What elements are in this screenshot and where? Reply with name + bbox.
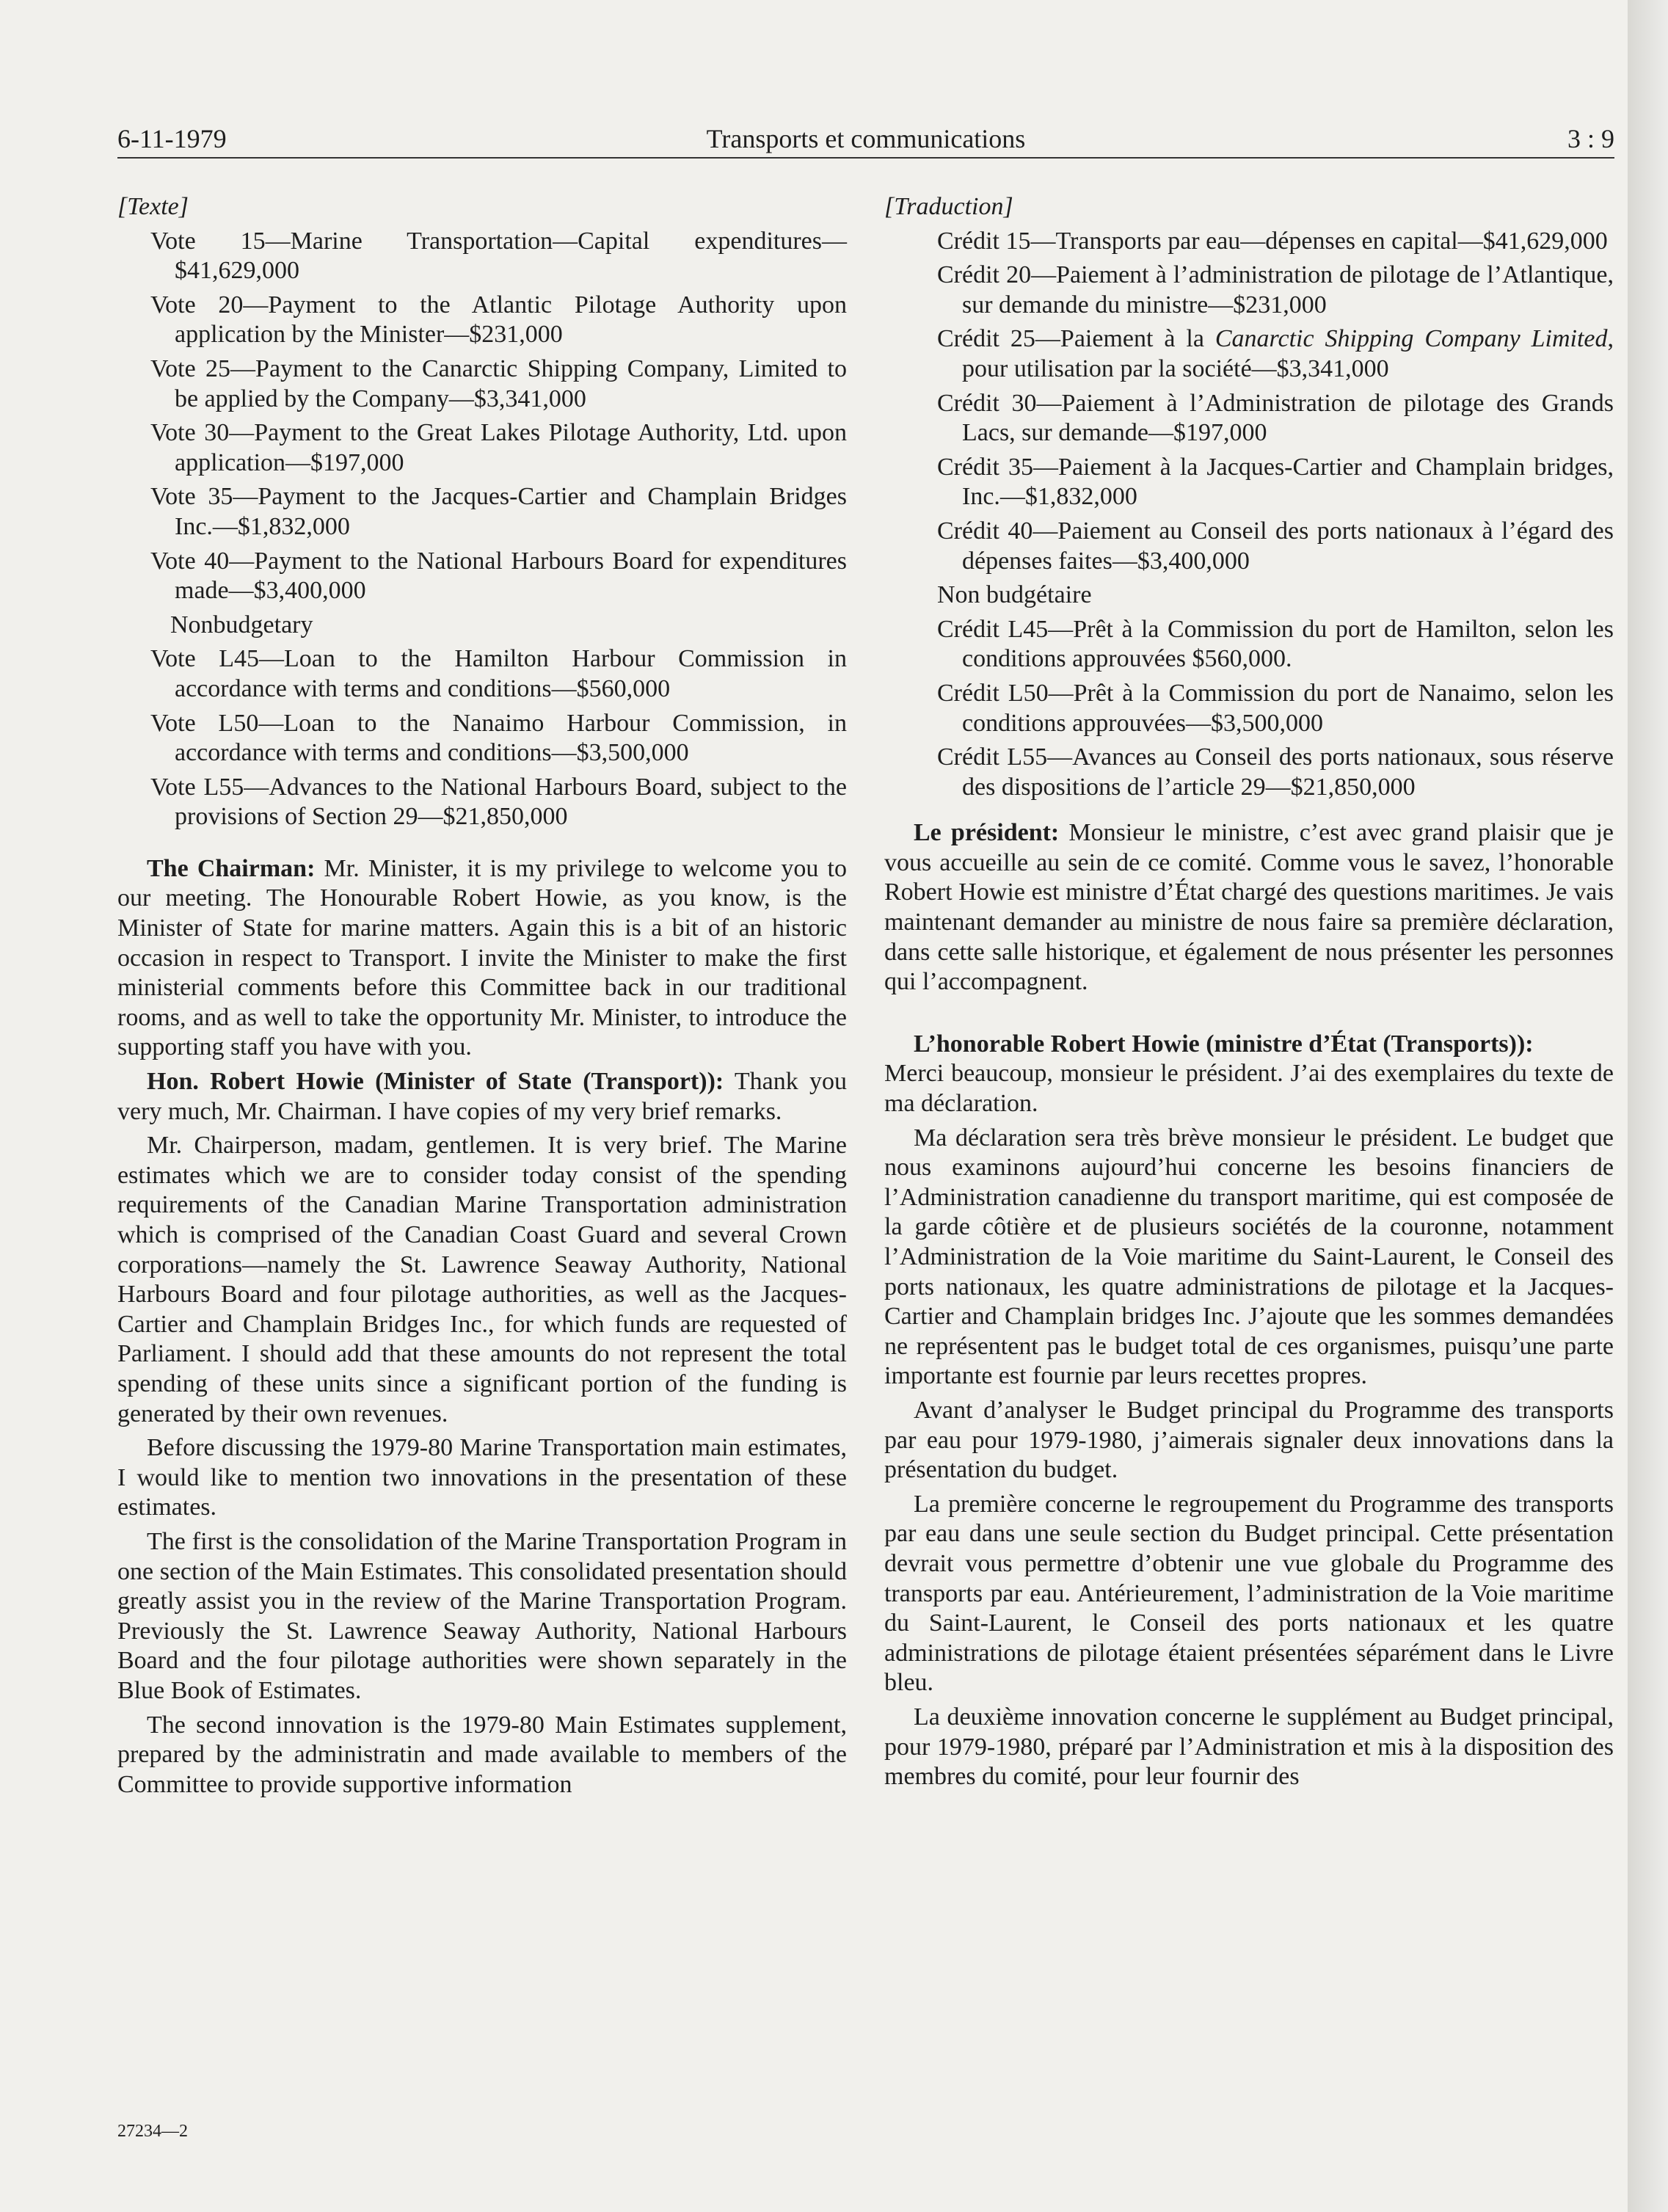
french-column <box>884 192 1614 1797</box>
chairman-speaker: The Chairman: <box>147 854 316 882</box>
loan-item: Crédit L55—Avances au Conseil des ports nationaux, sous réserve des dispositions de l’article 29—$21,850,000 <box>937 743 1614 801</box>
vote-item: Vote 30—Payment to the Great Lakes Pilotage Authority, Ltd. upon application—$197,000 <box>150 419 847 476</box>
header-rule <box>117 157 1614 159</box>
loan-item: Crédit L50—Prêt à la Commission du port de Nanaimo, selon les conditions approuvées—$3,500,000 <box>937 679 1614 737</box>
page-edge <box>1628 0 1668 2212</box>
credit-item: Crédit 35—Paiement à la Jacques-Cartier and Champlain bridges, Inc.—$1,832,000 <box>937 453 1614 511</box>
credit-item <box>884 324 1614 384</box>
nonbudgetary-heading: Non budgétaire <box>937 581 1092 609</box>
howie-speaker: L’honorable Robert Howie (ministre d’État (Transports)): <box>914 1030 1534 1058</box>
chairman-text: Mr. Minister, it is my privilege to welcome you to our meeting. The Honourable Robert Howie, as you know, is the Minister of State for marine matters. Again this is a bit of an historic occasion in respect to Transport. I invite the Minister to make the first ministerial comments before this Committee back in our traditional rooms, and as well to take the opportunity Mr. Minister, to introduce the supporting staff you have with you. <box>117 854 847 1061</box>
footer-code: 27234—2 <box>117 2122 188 2141</box>
body-paragraph: Avant d’analyser le Budget principal du Programme des transports par eau pour 1979-1980, j’aimerais signaler deux innovations dans la présentation du budget. <box>884 1396 1614 1484</box>
body-paragraph: Before discussing the 1979-80 Marine Transportation main estimates, I would like to mention two innovations in the presentation of these estimates. <box>117 1434 847 1521</box>
company-name: Canarctic Shipping Company Limited <box>1214 325 1608 353</box>
body-paragraph: Ma déclaration sera très brève monsieur le président. Le budget que nous examinons aujourd’hui concerne les besoins financiers de l’Administration canadienne du transport maritime, qui est composée de la garde côtière et de plusieurs sociétés de la couronne, notamment l’Administration de la Voie maritime du Saint-Laurent, le Conseil des ports nationaux, les quatre administrations de pilotage et la Jacques-Cartier and Champlain bridges Inc. J’ajoute que les sommes demandées ne représentent pas le budget total de ces organismes, puisqu’une parte importante est fournie par leurs recettes propres. <box>884 1124 1614 1390</box>
body-paragraph: Mr. Chairperson, madam, gentlemen. It is very brief. The Marine estimates which we are to consider today consist of the spending requirements of the Canadian Marine Transportation administration which is comprised of the Canadian Coast Guard and several Crown corporations—namely the St. Lawrence Seaway Authority, National Harbours Board and four pilotage authorities, as well as the Jacques-Cartier and Champlain Bridges Inc., for which funds are requested of Parliament. I should add that these amounts do not represent the total spending of these units since a significant portion of the funding is generated by their own revenues. <box>117 1132 847 1427</box>
credit-item: Crédit 15—Transports par eau—dépenses en capital—$41,629,000 <box>937 227 1608 255</box>
vote-item: Vote 40—Payment to the National Harbours Board for expenditures made—$3,400,000 <box>150 547 847 605</box>
howie-text: Thank you very much, Mr. Chairman. I have copies of my very brief remarks. <box>117 1068 847 1125</box>
credit-text: , pour utilisation par la société—$3,341,000 <box>962 325 1614 382</box>
english-column <box>117 192 847 1804</box>
chairman-paragraph <box>117 854 847 1063</box>
body-paragraph: The first is the consolidation of the Marine Transportation Program in one section of the Main Estimates. This consolidated presentation should greatly assist you in the review of the Marine Transportation Program. Previously the St. Lawrence Seaway Authority, National Harbours Board and the four pilotage authorities were shown separately in the Blue Book of Estimates. <box>117 1527 847 1704</box>
translation-tag: [Traduction] <box>884 193 1013 220</box>
body-paragraph: La première concerne le regroupement du Programme des transports par eau dans une seule section du Budget principal. Cette présentation devrait vous permettre d’obtenir une vue globale du Programme des transports par eau. Antérieurement, l’administration de la Voie maritime du Saint-Laurent, le Conseil des ports nationaux et les quatre administrations de pilotage étaient présentées séparément dans le Livre bleu. <box>884 1490 1614 1697</box>
president-text: Monsieur le ministre, c’est avec grand plaisir que je vous accueille au sein de ce comité. Comme vous le savez, l’honorable Robert Howie est ministre d’État chargé des questions maritimes. Je vais maintenant demander au ministre de nous faire sa première déclaration, dans cette salle historique, et également de nous présenter les personnes qui l’accompagnent. <box>884 819 1614 996</box>
page-number: 3 : 9 <box>1567 124 1614 153</box>
howie-heading <box>884 1030 1614 1060</box>
vote-item: Vote 35—Payment to the Jacques-Cartier and Champlain Bridges Inc.—$1,832,000 <box>150 483 847 540</box>
howie-paragraph <box>117 1067 847 1127</box>
loan-item: Vote L45—Loan to the Hamilton Harbour Commission in accordance with terms and conditions—$560,000 <box>150 645 847 702</box>
text-tag: [Texte] <box>117 193 189 220</box>
credit-item: Crédit 40—Paiement au Conseil des ports nationaux à l’égard des dépenses faites—$3,400,000 <box>937 517 1614 575</box>
body-paragraph: La deuxième innovation concerne le supplément au Budget principal, pour 1979-1980, préparé par l’Administration et mis à la disposition des membres du comité, pour leur fournir des <box>884 1703 1614 1791</box>
howie-speaker: Hon. Robert Howie (Minister of State (Transport)): <box>147 1068 724 1096</box>
loan-item: Vote L50—Loan to the Nanaimo Harbour Commission, in accordance with terms and conditions—$3,500,000 <box>150 709 847 767</box>
page-header <box>117 123 1614 157</box>
loan-item: Crédit L45—Prêt à la Commission du port de Hamilton, selon les conditions approuvées $560,000. <box>937 615 1614 673</box>
vote-item: Vote 20—Payment to the Atlantic Pilotage Authority upon application by the Minister—$231,000 <box>150 291 847 349</box>
header-title: Transports et communications <box>706 124 1026 153</box>
nonbudgetary-heading: Nonbudgetary <box>170 611 313 639</box>
credit-item: Crédit 30—Paiement à l’Administration de pilotage des Grands Lacs, sur demande—$197,000 <box>937 389 1614 447</box>
howie-text: Merci beaucoup, monsieur le président. J’ai des exemplaires du texte de ma déclaration. <box>884 1060 1614 1118</box>
vote-item: Vote 25—Payment to the Canarctic Shipping Company, Limited to be applied by the Company—$3,341,000 <box>150 354 847 412</box>
loan-item: Vote L55—Advances to the National Harbours Board, subject to the provisions of Section 29—$21,850,000 <box>150 773 847 831</box>
header-date: 6-11-1979 <box>117 124 227 153</box>
body-paragraph: The second innovation is the 1979-80 Main Estimates supplement, prepared by the administratin and made available to members of the Committee to provide supportive information <box>117 1711 847 1798</box>
vote-item: Vote 15—Marine Transportation—Capital expenditures—$41,629,000 <box>150 227 847 285</box>
president-speaker: Le président: <box>914 819 1060 847</box>
credit-item: Crédit 20—Paiement à l’administration de pilotage de l’Atlantique, sur demande du ministre—$231,000 <box>937 261 1614 319</box>
credit-text: Crédit 25—Paiement à la <box>937 325 1215 353</box>
president-paragraph <box>884 818 1614 997</box>
